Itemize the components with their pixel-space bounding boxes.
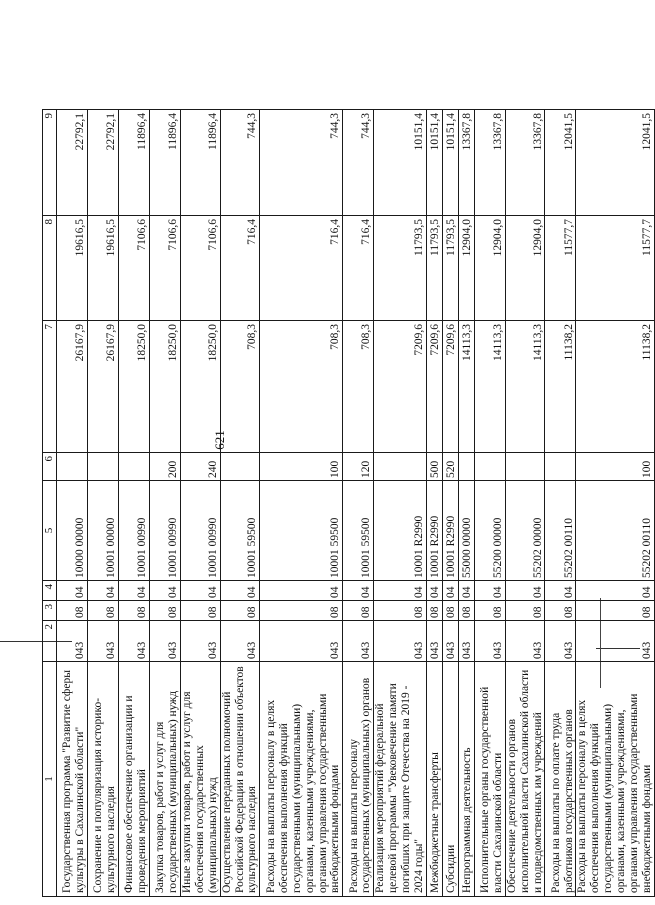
amount-col7-cell: 11138,2: [576, 321, 654, 453]
column-number: 6: [43, 453, 57, 481]
section-cell: 08: [343, 601, 374, 621]
amount-col7-cell: 11138,2: [545, 321, 576, 453]
expense-type-cell: [458, 453, 474, 481]
table-row: [57, 110, 88, 897]
section-cell: 08: [88, 601, 119, 621]
section-cell: 08: [181, 601, 221, 621]
admin-code-cell: 043: [88, 621, 119, 662]
row-name-cell: Исполнительные органы государственной власти Сахалинской области: [474, 662, 505, 897]
target-article-cell: 10001 R2990: [374, 481, 427, 581]
amount-col9-cell: 10151,4: [374, 110, 427, 216]
amount-col9-cell: 10151,4: [442, 110, 458, 216]
amount-col7-cell: 26167,9: [88, 321, 119, 453]
row-name-cell: Расходы на выплаты персоналу в целях обеспечения выполнения функций государственными (муниципальными) органами, казенными учреждениями, органами управления государственными внебюджетными фондами: [576, 662, 654, 897]
subsection-cell: 04: [88, 581, 119, 601]
table-row: [576, 110, 654, 897]
section-cell: 08: [57, 601, 88, 621]
target-article-cell: 55200 00000: [474, 481, 505, 581]
amount-col9-cell: 11896,4: [150, 110, 181, 216]
table-row: [181, 110, 221, 897]
section-cell: 08: [576, 601, 654, 621]
admin-code-cell: 043: [374, 621, 427, 662]
amount-col7-cell: 708,3: [343, 321, 374, 453]
amount-col7-cell: 7209,6: [426, 321, 442, 453]
row-name-cell: Осуществление переданных полномочий Российской Федерации в отношении объектов культурного наследия: [220, 662, 260, 897]
admin-code-cell: 043: [474, 621, 505, 662]
amount-col9-cell: 13367,8: [474, 110, 505, 216]
admin-code-cell: 043: [260, 621, 343, 662]
section-cell: 08: [220, 601, 260, 621]
budget-table: [42, 109, 655, 897]
amount-col9-cell: 744,3: [260, 110, 343, 216]
table-row: [343, 110, 374, 897]
expense-type-cell: [374, 453, 427, 481]
target-article-cell: 10000 00000: [57, 481, 88, 581]
subsection-cell: 04: [150, 581, 181, 601]
amount-col9-cell: 744,3: [343, 110, 374, 216]
amount-col8-cell: 12904,0: [505, 216, 545, 321]
subsection-cell: 04: [119, 581, 150, 601]
subsection-cell: 04: [181, 581, 221, 601]
subsection-cell: 04: [442, 581, 458, 601]
subsection-cell: 04: [576, 581, 654, 601]
amount-col8-cell: 716,4: [220, 216, 260, 321]
amount-col9-cell: 11896,4: [181, 110, 221, 216]
amount-col8-cell: 7106,6: [150, 216, 181, 321]
amount-col7-cell: 14113,3: [458, 321, 474, 453]
expense-type-cell: 500: [426, 453, 442, 481]
subsection-cell: 04: [505, 581, 545, 601]
table-row: [150, 110, 181, 897]
amount-col7-cell: 18250,0: [181, 321, 221, 453]
table-row: [260, 110, 343, 897]
amount-col8-cell: 716,4: [343, 216, 374, 321]
subsection-cell: 04: [220, 581, 260, 601]
row-name-cell: Межбюджетные трансферты: [426, 662, 442, 897]
column-number-row: [43, 110, 57, 897]
row-name-cell: Непрограммная деятельность: [458, 662, 474, 897]
amount-col8-cell: 716,4: [260, 216, 343, 321]
amount-col8-cell: 7106,6: [119, 216, 150, 321]
target-article-cell: 10001 59500: [220, 481, 260, 581]
admin-code-cell: 043: [343, 621, 374, 662]
column-number: 7: [43, 321, 57, 453]
amount-col9-cell: 22792,1: [57, 110, 88, 216]
admin-code-cell: 043: [426, 621, 442, 662]
row-name-cell: Расходы на выплаты по оплате труда работников государственных органов: [545, 662, 576, 897]
table-row: [374, 110, 427, 897]
amount-col7-cell: 14113,3: [474, 321, 505, 453]
target-article-cell: 10001 00990: [150, 481, 181, 581]
expense-type-cell: [220, 453, 260, 481]
table-row: [458, 110, 474, 897]
amount-col7-cell: 18250,0: [150, 321, 181, 453]
expense-type-cell: [119, 453, 150, 481]
expense-type-cell: [474, 453, 505, 481]
section-cell: 08: [474, 601, 505, 621]
expense-type-cell: 200: [150, 453, 181, 481]
column-number: 4: [43, 581, 57, 601]
section-cell: 08: [545, 601, 576, 621]
row-name-cell: Расходы на выплаты персоналу государственных (муниципальных) органов: [343, 662, 374, 897]
amount-col9-cell: 10151,4: [426, 110, 442, 216]
column-number: 1: [43, 662, 57, 897]
amount-col8-cell: 7106,6: [181, 216, 221, 321]
amount-col7-cell: 14113,3: [505, 321, 545, 453]
expense-type-cell: 120: [343, 453, 374, 481]
target-article-cell: 10001 00990: [181, 481, 221, 581]
target-article-cell: 55202 00110: [545, 481, 576, 581]
row-name-cell: Государственная программа "Развитие сферы культуры в Сахалинской области": [57, 662, 88, 897]
amount-col7-cell: 18250,0: [119, 321, 150, 453]
row-name-cell: Обеспечение деятельности органов исполнительной власти Сахалинской области и подведомственных им учреждений: [505, 662, 545, 897]
amount-col8-cell: 12904,0: [474, 216, 505, 321]
amount-col7-cell: 7209,6: [442, 321, 458, 453]
table-row: [119, 110, 150, 897]
amount-col7-cell: 708,3: [260, 321, 343, 453]
row-name-cell: Закупка товаров, работ и услуг для государственных (муниципальных) нужд: [150, 662, 181, 897]
admin-code-cell: 043: [576, 621, 654, 662]
target-article-cell: 55202 00000: [505, 481, 545, 581]
column-number: 2: [43, 621, 57, 662]
amount-col9-cell: 12041,5: [545, 110, 576, 216]
target-article-cell: 10001 00990: [119, 481, 150, 581]
admin-code-cell: 043: [57, 621, 88, 662]
amount-col9-cell: 13367,8: [505, 110, 545, 216]
column-number: 3: [43, 601, 57, 621]
amount-col8-cell: 19616,5: [88, 216, 119, 321]
subsection-cell: 04: [260, 581, 343, 601]
admin-code-cell: 043: [119, 621, 150, 662]
table-row: [88, 110, 119, 897]
subsection-cell: 04: [343, 581, 374, 601]
table-row: [545, 110, 576, 897]
expense-type-cell: [505, 453, 545, 481]
column-number: 9: [43, 110, 57, 216]
target-article-cell: 10001 R2990: [426, 481, 442, 581]
row-name-cell: Реализация мероприятий федеральной целевой программы "Увековечение памяти погибших при защите Отечества на 2019 - 2024 годы": [374, 662, 427, 897]
amount-col8-cell: 12904,0: [458, 216, 474, 321]
row-name-cell: Финансовое обеспечение организации и проведения мероприятий: [119, 662, 150, 897]
section-cell: 08: [260, 601, 343, 621]
table-row: [220, 110, 260, 897]
subsection-cell: 04: [474, 581, 505, 601]
amount-col7-cell: 708,3: [220, 321, 260, 453]
admin-code-cell: 043: [442, 621, 458, 662]
section-cell: 08: [426, 601, 442, 621]
table-row: [442, 110, 458, 897]
subsection-cell: 04: [426, 581, 442, 601]
amount-col9-cell: 12041,5: [576, 110, 654, 216]
amount-col9-cell: 22792,1: [88, 110, 119, 216]
section-cell: 08: [150, 601, 181, 621]
subsection-cell: 04: [57, 581, 88, 601]
amount-col7-cell: 26167,9: [57, 321, 88, 453]
table-row: [505, 110, 545, 897]
row-name-cell: Иные закупки товаров, работ и услуг для обеспечения государственных (муниципальных) нужд: [181, 662, 221, 897]
row-name-cell: Расходы на выплаты персоналу в целях обеспечения выполнения функций государственными (муниципальными) органами, казенными учреждениями, органами управления государственными внебюджетными фондами: [260, 662, 343, 897]
target-article-cell: 55000 00000: [458, 481, 474, 581]
target-article-cell: 10001 59500: [343, 481, 374, 581]
amount-col8-cell: 11577,7: [576, 216, 654, 321]
amount-col8-cell: 19616,5: [57, 216, 88, 321]
column-number: 5: [43, 481, 57, 581]
amount-col9-cell: 13367,8: [458, 110, 474, 216]
subsection-cell: 04: [374, 581, 427, 601]
table-row: [426, 110, 442, 897]
target-article-cell: 10001 00000: [88, 481, 119, 581]
subsection-cell: 04: [545, 581, 576, 601]
section-cell: 08: [458, 601, 474, 621]
expense-type-cell: [545, 453, 576, 481]
amount-col8-cell: 11577,7: [545, 216, 576, 321]
target-article-cell: 10001 R2990: [442, 481, 458, 581]
expense-type-cell: 100: [260, 453, 343, 481]
column-number: 8: [43, 216, 57, 321]
amount-col8-cell: 11793,5: [374, 216, 427, 321]
amount-col9-cell: 744,3: [220, 110, 260, 216]
expense-type-cell: 240: [181, 453, 221, 481]
admin-code-cell: 043: [150, 621, 181, 662]
admin-code-cell: 043: [458, 621, 474, 662]
page-number: 621: [212, 430, 227, 450]
section-cell: 08: [505, 601, 545, 621]
expense-type-cell: [88, 453, 119, 481]
expense-type-cell: [57, 453, 88, 481]
admin-code-cell: 043: [220, 621, 260, 662]
amount-col8-cell: 11793,5: [442, 216, 458, 321]
admin-code-cell: 043: [505, 621, 545, 662]
section-cell: 08: [374, 601, 427, 621]
admin-code-cell: 043: [181, 621, 221, 662]
table-row: [474, 110, 505, 897]
amount-col7-cell: 7209,6: [374, 321, 427, 453]
admin-code-cell: 043: [545, 621, 576, 662]
section-cell: 08: [442, 601, 458, 621]
amount-col9-cell: 11896,4: [119, 110, 150, 216]
expense-type-cell: 520: [442, 453, 458, 481]
target-article-cell: 10001 59500: [260, 481, 343, 581]
target-article-cell: 55202 00110: [576, 481, 654, 581]
expense-type-cell: 100: [576, 453, 654, 481]
amount-col8-cell: 11793,5: [426, 216, 442, 321]
section-cell: 08: [119, 601, 150, 621]
row-name-cell: Субсидии: [442, 662, 458, 897]
row-name-cell: Сохранение и популяризация историко-культурного наследия: [88, 662, 119, 897]
subsection-cell: 04: [458, 581, 474, 601]
